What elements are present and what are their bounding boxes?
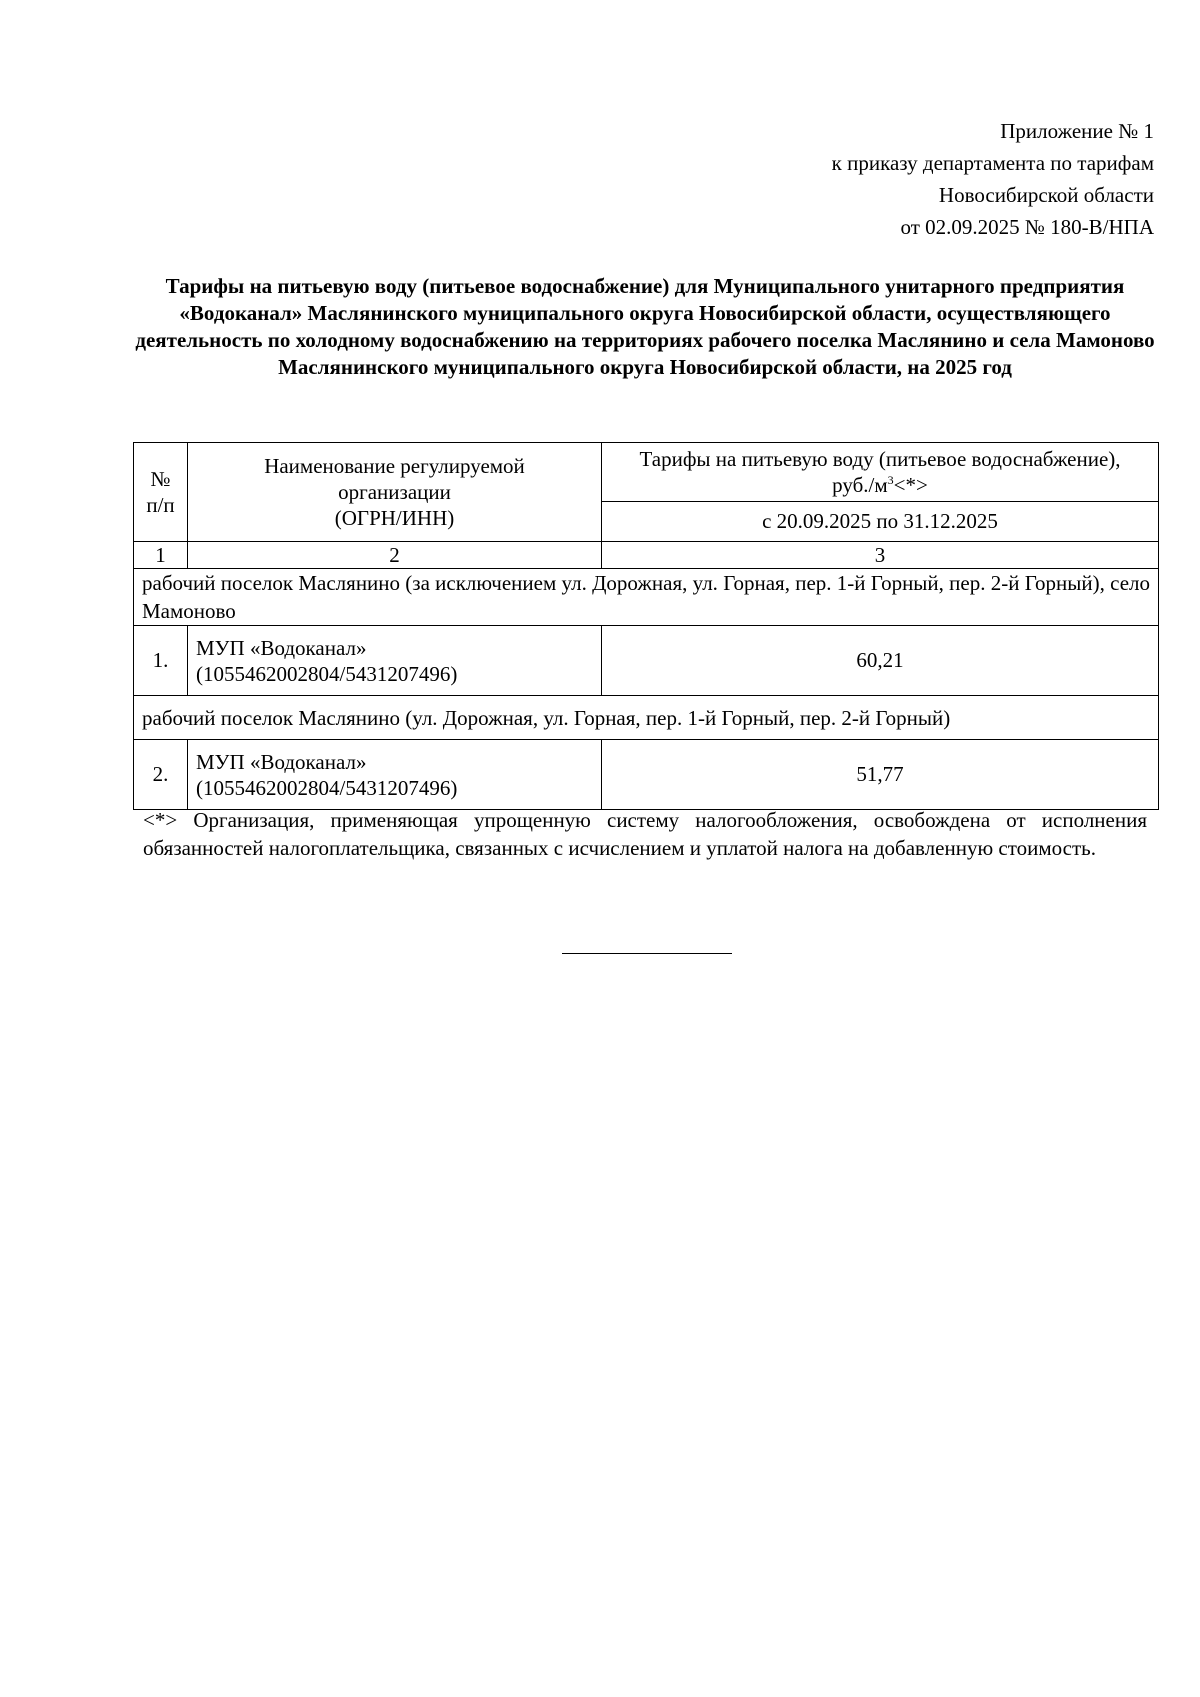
header-tariff-unit: [610, 472, 1150, 498]
column-number-1: 1: [134, 542, 188, 569]
column-number-3: 3: [602, 542, 1159, 569]
row-number-2: 2.: [134, 740, 188, 810]
territory-row-1: [134, 569, 1159, 626]
header-period-cell: с 20.09.2025 по 31.12.2025: [602, 502, 1159, 542]
row-organization-name-1: МУП «Водоканал»: [196, 635, 367, 660]
row-tariff-2: 51,77: [602, 740, 1159, 810]
header-organization-cell: [188, 443, 602, 542]
header-tariff-unit-superscript: 3: [887, 473, 894, 487]
column-number-2: 2: [188, 542, 602, 569]
table-column-numbers-row: [134, 542, 1159, 569]
table-header-row: [134, 443, 1159, 502]
tariff-table: [133, 442, 1159, 810]
territory-row-2: [134, 696, 1159, 740]
row-tariff-1: 60,21: [602, 626, 1159, 696]
territory-text-2: рабочий поселок Маслянино (ул. Дорожная, ул. Горная, пер. 1-й Горный, пер. 2-й Горный): [134, 696, 1159, 740]
appendix-line-1: Приложение № 1: [1000, 119, 1154, 143]
row-organization-2: [188, 740, 602, 810]
appendix-line-3: Новосибирской области: [938, 183, 1154, 207]
header-tariff-footnote-mark: <*>: [893, 473, 928, 497]
row-organization-1: [188, 626, 602, 696]
row-number-1: 1.: [134, 626, 188, 696]
row-organization-ids-2: (1055462002804/5431207496): [196, 775, 458, 800]
header-organization-line-3: (ОГРН/ИНН): [334, 506, 455, 530]
document-title: Тарифы на питьевую воду (питьевое водоснабжение) для Муниципального унитарного предприятия «Водоканал» Маслянинского муниципального округа Новосибирской области, осуществляющего деятельность по холодному водоснабжению на территориях рабочего поселка Маслянино и села Мамоново Маслянинского муниципального округа Новосибирской области, на 2025 год: [135, 274, 1155, 379]
header-number-line-2: п/п: [146, 493, 175, 517]
header-number-cell: [134, 443, 188, 542]
header-number-line-1: №: [150, 467, 171, 491]
header-tariff-line-1: Тарифы на питьевую воду (питьевое водоснабжение),: [639, 447, 1121, 471]
header-tariff-cell: [602, 443, 1159, 502]
table-row: [134, 626, 1159, 696]
footnote: <*> Организация, применяющая упрощенную систему налогообложения, освобождена от исполнения обязанностей налогоплательщика, связанных с исчислением и уплатой налога на добавленную стоимость.: [143, 808, 1147, 860]
row-organization-ids-1: (1055462002804/5431207496): [196, 661, 458, 686]
appendix-block: [554, 115, 1154, 243]
row-organization-name-2: МУП «Водоканал»: [196, 749, 367, 774]
closing-rule: [562, 953, 732, 954]
table-row: [134, 740, 1159, 810]
header-tariff-unit-text: руб./м: [832, 473, 888, 497]
header-organization-line-2: организации: [338, 480, 451, 504]
appendix-line-4: от 02.09.2025 № 180-В/НПА: [900, 215, 1154, 239]
header-organization-line-1: Наименование регулируемой: [264, 454, 525, 478]
appendix-line-2: к приказу департамента по тарифам: [831, 151, 1154, 175]
territory-text-1: рабочий поселок Маслянино (за исключением ул. Дорожная, ул. Горная, пер. 1-й Горный, пер. 2-й Горный), село Мамоново: [134, 569, 1159, 626]
